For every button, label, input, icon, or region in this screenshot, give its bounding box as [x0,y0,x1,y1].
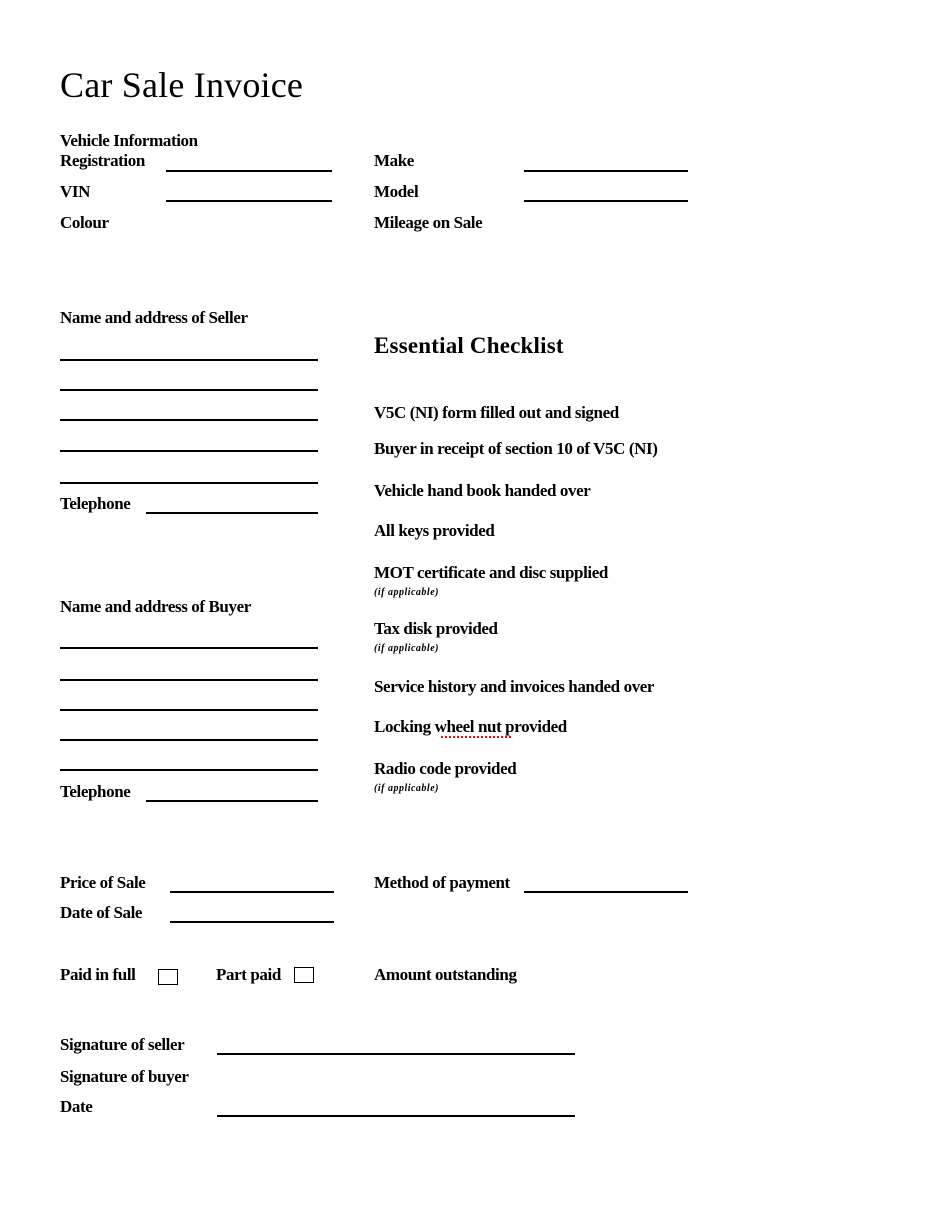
seller-telephone-label: Telephone [60,494,131,513]
date-of-sale-label: Date of Sale [60,903,143,922]
spellcheck-underline [441,733,511,738]
seller-heading: Name and address of Seller [60,308,248,327]
paid-in-full-label: Paid in full [60,965,136,984]
seller-address-line[interactable] [60,482,318,484]
amount-outstanding-label: Amount outstanding [374,965,517,984]
checklist-item: Locking wheel nut provided [374,717,567,736]
checklist-heading: Essential Checklist [374,333,564,358]
part-paid-checkbox[interactable] [294,967,314,983]
part-paid-label: Part paid [216,965,281,984]
buyer-address-line[interactable] [60,647,318,649]
make-label: Make [374,151,414,170]
vin-label: VIN [60,182,90,201]
registration-field[interactable] [166,170,332,172]
vin-field[interactable] [166,200,332,202]
registration-label: Registration [60,151,145,170]
checklist-item: Service history and invoices handed over [374,677,655,696]
seller-telephone-field[interactable] [146,512,318,514]
buyer-address-line[interactable] [60,769,318,771]
checklist-item: Radio code provided [374,759,517,778]
method-of-payment-field[interactable] [524,891,688,893]
buyer-telephone-field[interactable] [146,800,318,802]
seller-address-line[interactable] [60,419,318,421]
signature-date-field[interactable] [217,1115,575,1117]
model-field[interactable] [524,200,688,202]
model-label: Model [374,182,419,201]
buyer-address-line[interactable] [60,709,318,711]
signature-seller-label: Signature of seller [60,1035,185,1054]
checklist-item-note: (if applicable) [374,643,439,654]
checklist-item: Vehicle hand book handed over [374,481,591,500]
signature-buyer-label: Signature of buyer [60,1067,189,1086]
seller-address-line[interactable] [60,359,318,361]
mileage-label: Mileage on Sale [374,213,483,232]
method-of-payment-label: Method of payment [374,873,510,892]
checklist-item: Buyer in receipt of section 10 of V5C (NI) [374,439,658,458]
checklist-item-note: (if applicable) [374,587,439,598]
checklist-item: V5C (NI) form filled out and signed [374,403,619,422]
checklist-item-note: (if applicable) [374,783,439,794]
document-title: Car Sale Invoice [60,65,304,105]
price-of-sale-label: Price of Sale [60,873,146,892]
seller-address-line[interactable] [60,389,318,391]
signature-date-label: Date [60,1097,93,1116]
make-field[interactable] [524,170,688,172]
buyer-address-line[interactable] [60,679,318,681]
buyer-address-line[interactable] [60,739,318,741]
checklist-item: Tax disk provided [374,619,498,638]
paid-in-full-checkbox[interactable] [158,969,178,985]
checklist-item: MOT certificate and disc supplied [374,563,608,582]
vehicle-info-heading: Vehicle Information [60,131,198,150]
buyer-heading: Name and address of Buyer [60,597,251,616]
colour-label: Colour [60,213,109,232]
price-of-sale-field[interactable] [170,891,334,893]
signature-seller-field[interactable] [217,1053,575,1055]
date-of-sale-field[interactable] [170,921,334,923]
checklist-item: All keys provided [374,521,495,540]
buyer-telephone-label: Telephone [60,782,131,801]
seller-address-line[interactable] [60,450,318,452]
